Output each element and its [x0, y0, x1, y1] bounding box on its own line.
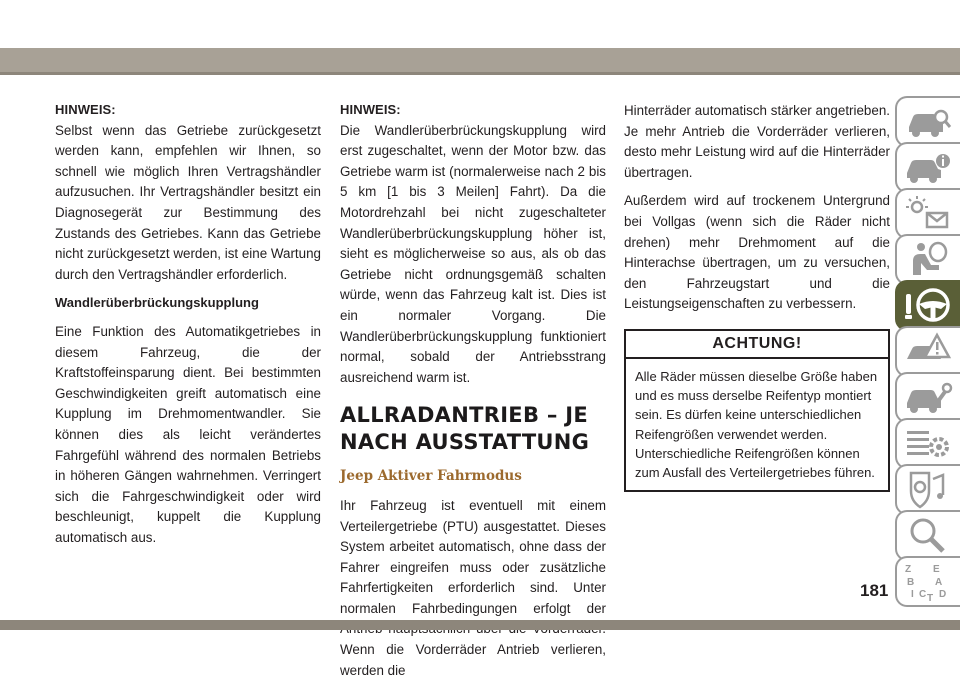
warning-title: ACHTUNG!	[626, 331, 888, 359]
tab-car-hazard[interactable]	[895, 326, 960, 377]
tab-steering-wheel[interactable]	[895, 280, 960, 331]
tab-airbag-seat[interactable]	[895, 234, 960, 285]
section-title: ALLRADANTRIEB – JE NACH AUSSTATTUNG	[340, 403, 590, 455]
search-magnifier-icon	[903, 515, 953, 557]
index-letter: A	[935, 577, 943, 588]
column-left	[55, 100, 321, 556]
column-right	[624, 101, 890, 492]
jeep-heading: Jeep Aktiver Fahrmodus	[340, 468, 522, 485]
tab-car-info[interactable]	[895, 142, 960, 193]
index-letter: D	[939, 589, 947, 600]
tab-alphabet-index[interactable]	[895, 556, 960, 607]
paragraph: Ihr Fahrzeug ist eventuell mit einem Verteilergetriebe (PTU) ausgestattet. Dieses System arbeitet automatisch, ohne dass der Fahrer eingreifen muss oder zusätzliche Fahrfertigkeiten erforderlich sind. Unter normalen Fahrbedingungen erfolgt der Wenn die Vorderräder Antrieb verlieren, werden die	[340, 497, 606, 678]
multimedia-icon	[903, 469, 953, 511]
warning-text: Alle Räder müssen dieselbe Größe haben und es muss derselbe Reifentyp montiert sein. Es dürfen keine unterschiedlichen Reifengrößen verwendet werden. Unterschiedliche Reifengrößen können zum Ausfall des Verteilergetriebes führen.	[635, 368, 878, 480]
index-letter: I	[911, 589, 914, 600]
car-magnifier-icon	[903, 101, 953, 143]
tab-spec-sheet[interactable]	[895, 418, 960, 469]
alphabet-index-icon	[903, 561, 953, 603]
airbag-seat-icon	[903, 239, 953, 281]
spec-sheet-gear-icon	[903, 423, 953, 465]
note-label: HINWEIS:	[340, 102, 401, 117]
top-band	[0, 48, 960, 75]
tab-car-wrench[interactable]	[895, 372, 960, 423]
page-number: 181	[860, 581, 889, 600]
subheading: Wandlerüberbrückungskupplung	[55, 295, 259, 311]
bottom-band	[0, 620, 960, 630]
car-hazard-icon	[903, 331, 953, 373]
tab-car-magnifier[interactable]	[895, 96, 960, 147]
note-text: Selbst wenn das Getriebe zurückgesetzt werden kann, empfehlen wir Ihnen, so schnell wie möglich Ihren Vertragshändler aufzusuchen. Ihr Vertragshändler besitzt ein Diagnosegerät zur Bestimmung des Zustands des Getriebes. Kann das Getriebe nicht zurückgesetzt werden, ist eine Wartung durch den Vertragshändler erforderlich.	[55, 122, 321, 282]
index-letter: T	[927, 593, 934, 603]
steering-wheel-icon	[903, 285, 953, 327]
index-letter: E	[933, 564, 940, 575]
paragraph: Außerdem wird auf trockenem Untergrund bei Vollgas (wenn sich die Räder nicht drehen) mehr Drehmoment auf die Hinterachse übertragen, um zu versuchen, den Fahrzeugstart und die Leistungseigenschaften zu verbessern.	[624, 193, 890, 312]
paragraph: Eine Funktion des Automatikgetriebes in diesem Fahrzeug, die der Kraftstoffeinsparung dient. Bei bestimmten Geschwindigkeiten greift automatisch eine Kupplung im Drehmomentwandler. Sie können dies als leicht verändertes Fahrgefühl während des normalen Betriebs in höheren Gängen wahrnehmen. Verringert sich die Fahrgeschwindigkeit oder wird beschleunigt, kuppelt die Kupplung automatisch aus.	[55, 323, 321, 545]
index-letter: C	[919, 589, 927, 600]
note-label: HINWEIS:	[55, 102, 116, 117]
warning-box	[624, 329, 890, 492]
index-letter: Z	[905, 564, 912, 575]
car-wrench-icon	[903, 377, 953, 419]
paragraph: Hinterräder automatisch stärker angetrieben. Je mehr Antrieb die Vorderräder verlieren, desto mehr Leistung wird auf die Hinterräder übertragen.	[624, 103, 890, 180]
warning-lights-icon	[903, 193, 953, 235]
column-middle	[340, 100, 606, 689]
note-text: Die Wandlerüberbrückungskupplung wird erst zugeschaltet, wenn der Motor bzw. das Getriebe warm ist (normalerweise nach 2 bis 5 km [1 bis 3 Meilen] Fahrt). Da die Motordrehzahl bei nicht zugeschalteter Wandlerüberbrückungskupplung höher ist, sieht es möglicherweise so aus, als ob das Getriebe nicht ordnungsgemäß schalten würde, wenn das Fahrzeug kalt ist. Dies ist ein normaler Vorgang. Die Wandlerüberbrückungskupplung funktioniert normal, sobald der Antriebsstrang ausreichend warm ist.	[340, 122, 606, 385]
car-info-icon	[903, 147, 953, 189]
index-letter: B	[907, 577, 915, 588]
tab-warning-lights[interactable]	[895, 188, 960, 239]
tab-multimedia[interactable]	[895, 464, 960, 515]
tab-search[interactable]	[895, 510, 960, 561]
